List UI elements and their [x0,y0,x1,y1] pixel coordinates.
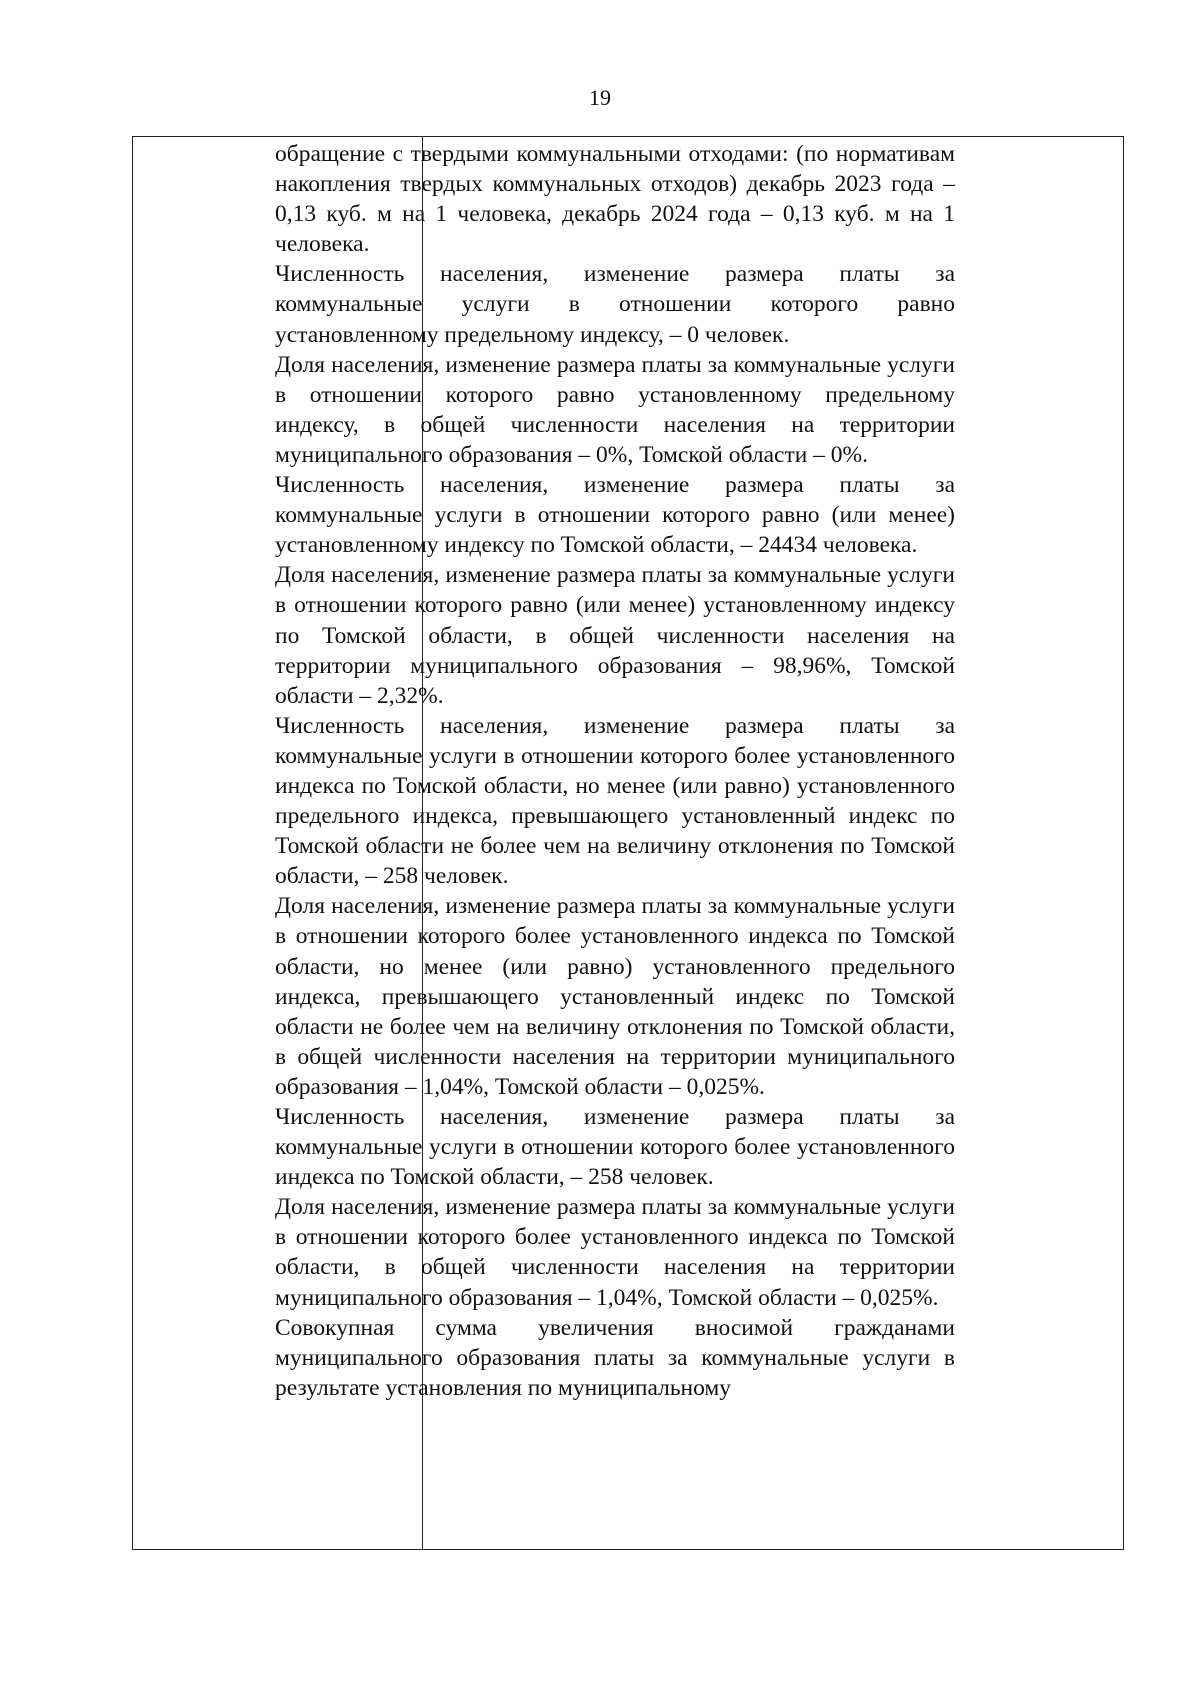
paragraph-waste-norms: обращение с твердыми коммунальными отходами: (по нормативам накопления твердых коммунальных отходов) декабрь 2023 года – 0,13 куб. м на 1 человека, декабрь 2024 года – 0,13 куб. м на 1 человека. [275,141,955,258]
table-right-cell-text [275,139,955,1403]
paragraph-population-equal-max-index: Численность населения, изменение размера платы за коммунальные услуги в отношении которого равно установленному предельному индексу, – 0 человек. [275,261,955,348]
paragraph-population-above-regional-within-deviation: Численность населения, изменение размера платы за коммунальные услуги в отношении которого более установленного индекса по Томской области, но менее (или равно) установленного предельного индекса, превышающего установленный индекс по Томской области не более чем на величину отклонения по Томской области, – 258 человек. [275,712,955,890]
paragraph-population-above-regional-index: Численность населения, изменение размера платы за коммунальные услуги в отношении которого более установленного индекса по Томской области, – 258 человек. [275,1104,955,1191]
paragraph-share-above-regional-index: Доля населения, изменение размера платы за коммунальные услуги в отношении которого более установленного индекса по Томской области, в общей численности населения на территории муниципального образования – 1,04%, Томской области – 0,025%. [275,1194,955,1311]
page-number: 19 [589,85,611,110]
paragraph-population-within-regional-index: Численность населения, изменение размера платы за коммунальные услуги в отношении которого равно (или менее) установленному индексу по Томской области, – 24434 человека. [275,472,955,559]
document-table [132,136,1124,1550]
paragraph-share-above-regional-within-deviation: Доля населения, изменение размера платы за коммунальные услуги в отношении которого более установленного индекса по Томской области, но менее (или равно) установленного предельного индекса, превышающего установленный индекс по Томской области не более чем на величину отклонения по Томской области, в общей численности населения на территории муниципального образования – 1,04%, Томской области – 0,025%. [275,893,955,1100]
paragraph-share-within-regional-index: Доля населения, изменение размера платы за коммунальные услуги в отношении которого равно (или менее) установленному индексу по Томской области, в общей численности населения на территории муниципального образования – 98,96%, Томской области – 2,32%. [275,562,955,709]
paragraph-share-equal-max-index: Доля населения, изменение размера платы за коммунальные услуги в отношении которого равно установленному предельному индексу, в общей численности населения на территории муниципального образования – 0%, Томской области – 0%. [275,351,955,468]
paragraph-total-increase-sum: Совокупная сумма увеличения вносимой гражданами муниципального образования платы за коммунальные услуги в результате установления по муниципальному [275,1314,955,1401]
